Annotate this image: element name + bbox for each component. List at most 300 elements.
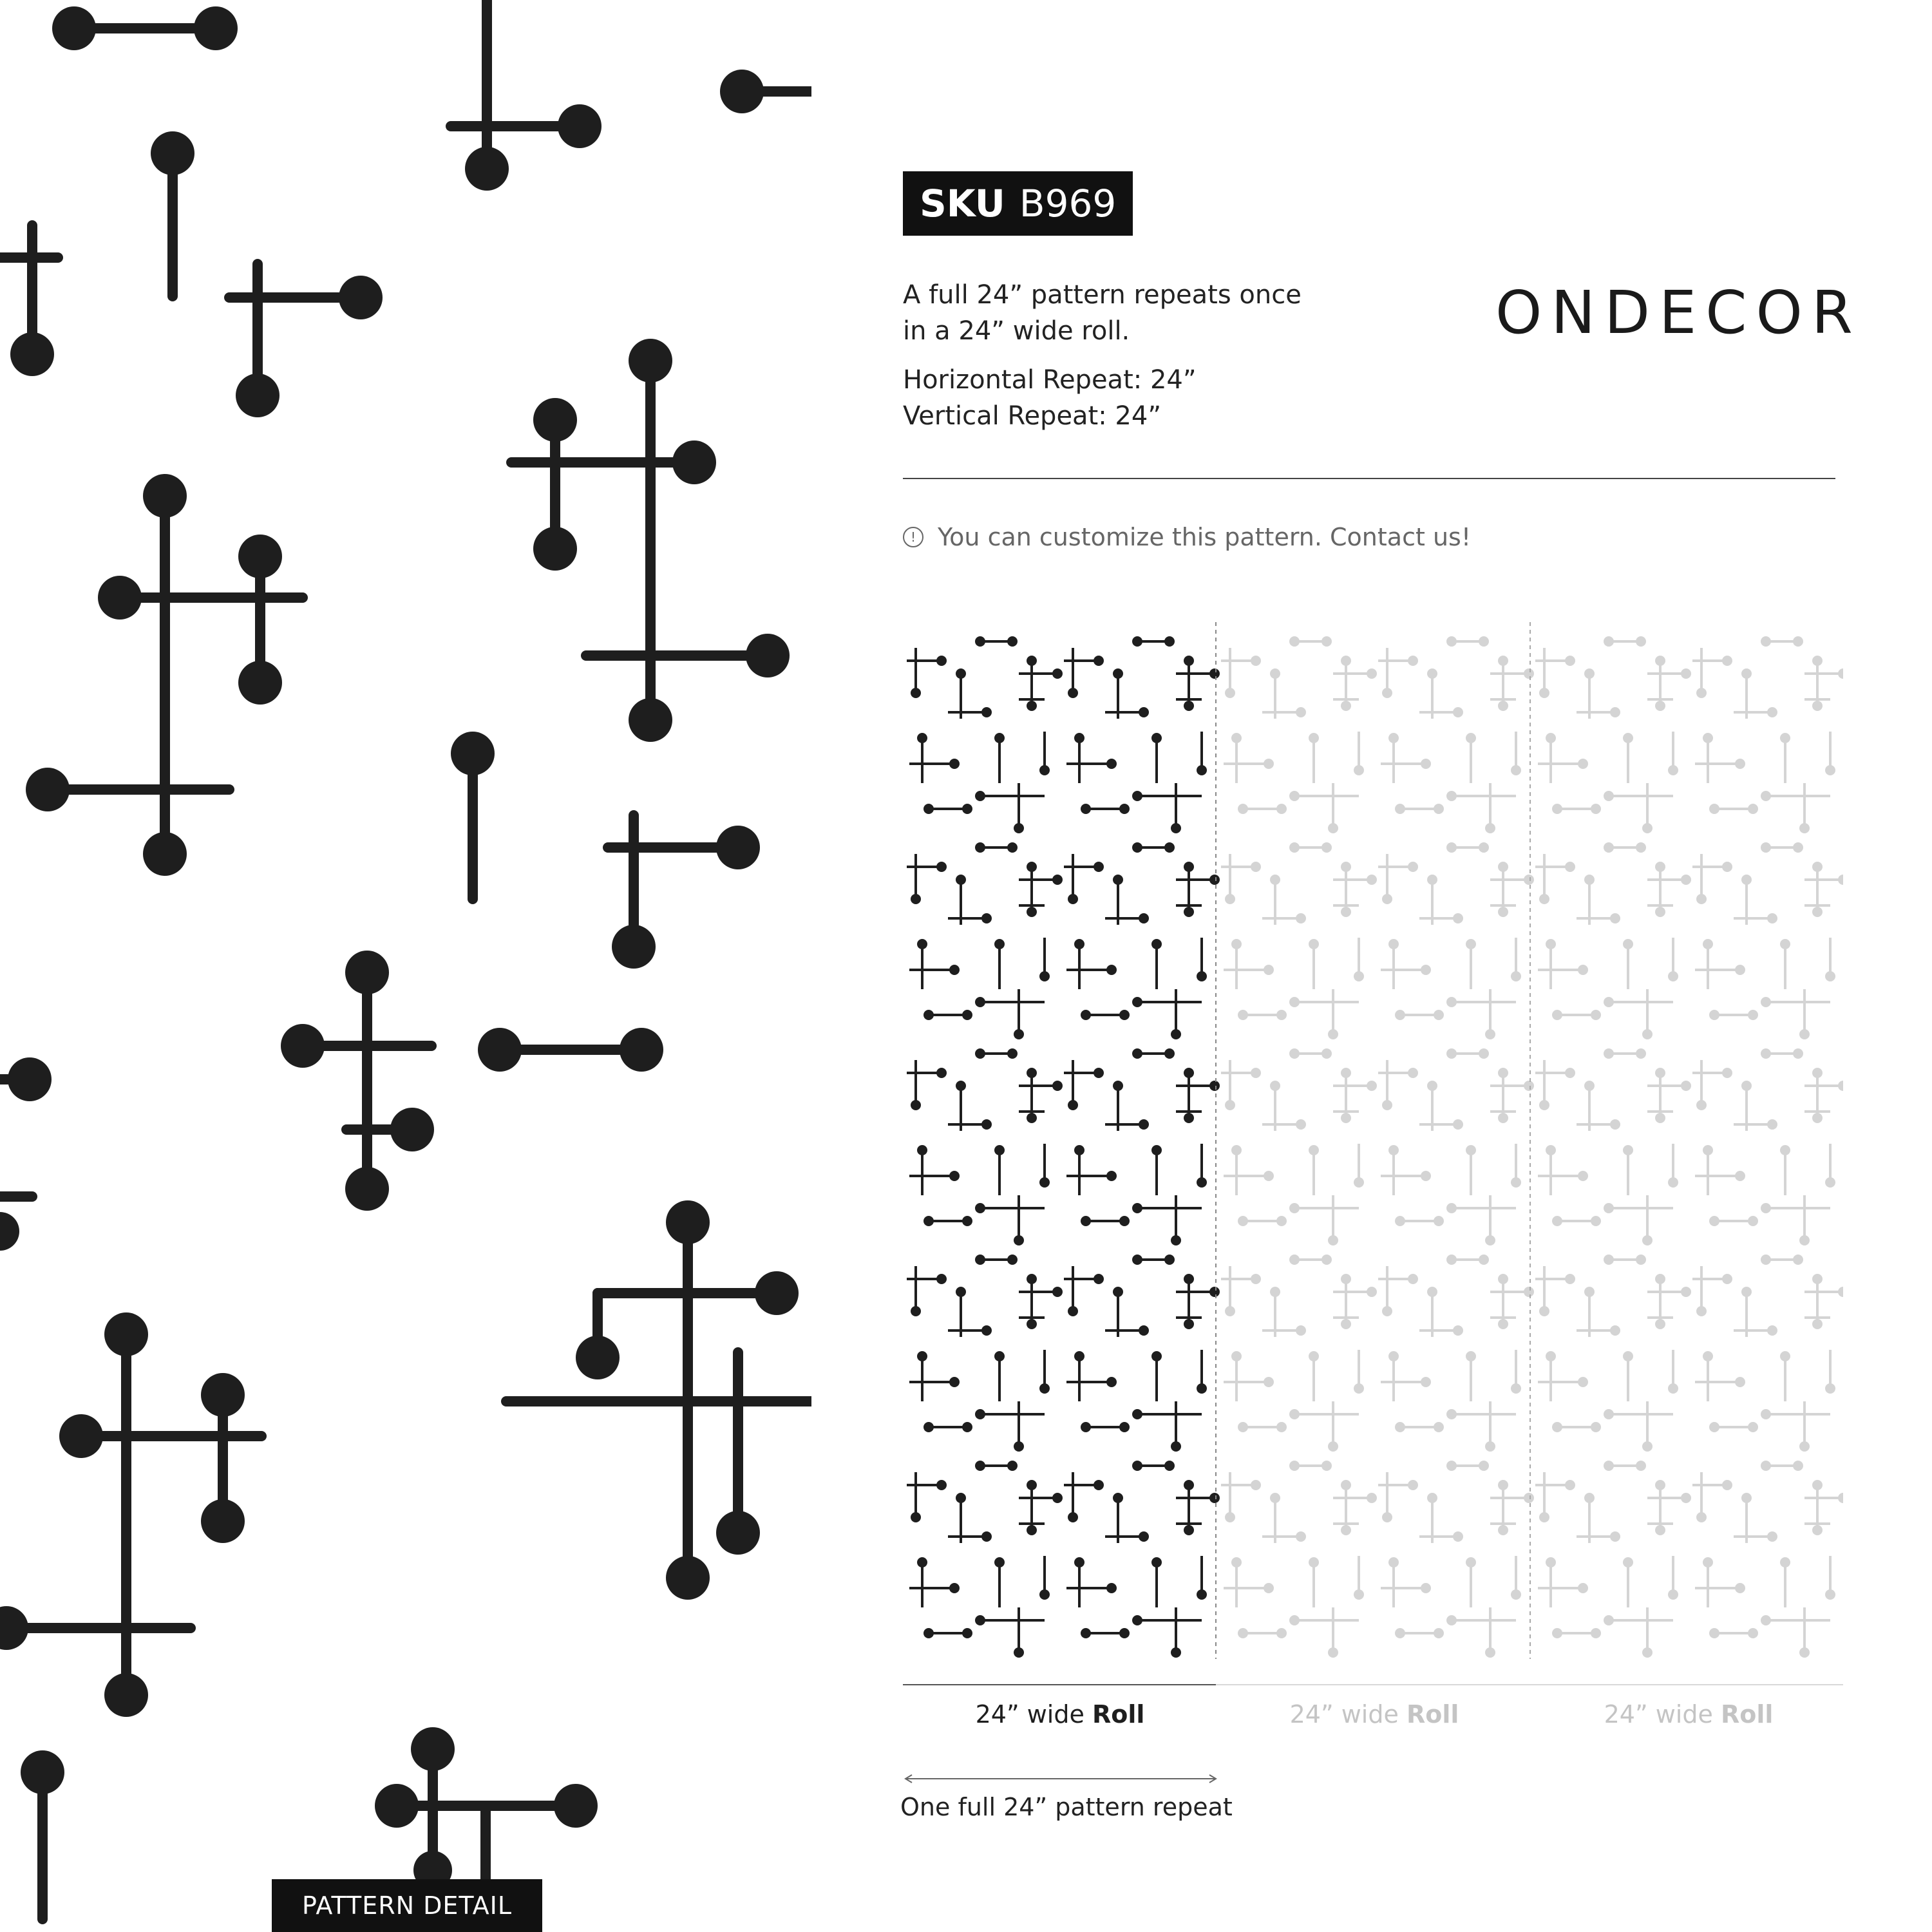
motif-dot [1184,656,1194,666]
motif-dot [1703,939,1713,949]
roll-label-3 [1531,1700,1846,1728]
motif-dot [1289,1461,1300,1471]
motif-dot [1446,1615,1457,1625]
motif-dot [917,1145,927,1155]
motif-dot [1289,1255,1300,1265]
motif-dot [1094,862,1104,872]
motif-dot [1388,733,1399,743]
motif-dot [1408,1480,1418,1490]
motif-dot [949,1377,960,1387]
motif-dot [1354,1589,1364,1600]
motif-dot [1498,862,1508,872]
motif-dot [1289,1409,1300,1419]
motif-dot [1113,1287,1123,1297]
motif-dot [1184,701,1194,711]
motif-dot [1388,939,1399,949]
motif-dot [1276,1628,1287,1638]
motif-dot [949,1583,960,1593]
motif-dot [1812,1480,1823,1490]
motif-dot [1341,656,1351,666]
motif-dot [911,894,921,904]
motif-dot [1511,1177,1521,1188]
motif-dot [1812,656,1823,666]
customize-note-text: You can customize this pattern. Contact us! [938,523,1472,551]
motif-dot [1119,1628,1130,1638]
motif-dot [1113,668,1123,679]
motif-dot [1761,1203,1771,1213]
customize-note[interactable] [903,523,1471,551]
motif-dot [1780,1351,1790,1361]
motif-dot [1498,1525,1508,1535]
motif-dot [1838,1287,1843,1297]
roll-label-1 [903,1700,1217,1728]
motif-dot [1421,965,1431,975]
motif-dot [1793,1461,1803,1471]
motif-dot [1074,733,1084,743]
motif-dot [962,1422,972,1432]
motif-dot [1681,875,1691,885]
motif-dot [1812,701,1823,711]
motif-dot [1238,1422,1248,1432]
motif-dot [1289,997,1300,1007]
motif-dot [936,862,947,872]
motif-dot [1610,913,1620,923]
motif-dot [981,1119,992,1130]
motif-dot [1408,1068,1418,1078]
motif-dot [1354,1383,1364,1394]
motif-dot [1231,1145,1242,1155]
motif-dot [1132,1255,1142,1265]
motif-dot [1264,759,1274,769]
motif-dot [1251,862,1261,872]
motif-dot [1524,668,1534,679]
motif-dot [1696,894,1707,904]
motif-dot [1696,688,1707,698]
motif-dot [1408,656,1418,666]
motif-dot [1231,1557,1242,1567]
repeat-description [903,277,1302,349]
motif-dot [1164,636,1175,647]
motif-dot [1591,804,1601,814]
motif-dot [1171,1647,1181,1658]
motif-dot [962,1010,972,1020]
motif-dot [1655,1068,1665,1078]
motif-dot [1446,791,1457,801]
motif-dot [962,804,972,814]
motif-dot [923,804,934,814]
motif-dot [1395,1216,1405,1226]
motif-dot [1655,862,1665,872]
motif-dot [975,842,985,853]
motif-dot [981,707,992,717]
motif-dot [975,636,985,647]
motif-dot [1485,823,1495,833]
motif-dot [1106,1583,1117,1593]
motif-dot [1321,842,1332,853]
motif-dot [1655,907,1665,917]
motif-dot [1119,804,1130,814]
motif-dot [1453,1119,1463,1130]
motif-dot [1270,1081,1280,1091]
motif-dot [1068,1100,1078,1110]
motif-dot [1132,1461,1142,1471]
motif-dot [1610,1531,1620,1542]
motif-dot [1578,759,1588,769]
motif-dot [1209,1493,1220,1503]
motif-dot [1668,1383,1678,1394]
motif-dot [1081,1628,1091,1638]
motif-dot [1591,1216,1601,1226]
motif-dot [1709,804,1719,814]
motif-dot [1074,1145,1084,1155]
motif-dot [1748,804,1758,814]
motif-dot [1184,1525,1194,1535]
motif-dot [975,1615,985,1625]
motif-dot [1113,1493,1123,1503]
motif-dot [1382,1100,1392,1110]
motif-dot [1748,1010,1758,1020]
motif-dot [1328,1647,1338,1658]
roll-2-bold: Roll [1406,1700,1459,1728]
motif-dot [1453,913,1463,923]
motif-dot [956,1081,966,1091]
motif-dot [1767,1531,1777,1542]
motif-dot [1382,1306,1392,1316]
motif-dot [1524,1081,1534,1091]
motif-dot [1309,1145,1319,1155]
motif-dot [1027,1525,1037,1535]
motif-dot [1289,1048,1300,1059]
motif-dot [1251,656,1261,666]
motif-dot [911,688,921,698]
motif-dot [1479,1461,1489,1471]
motif-dot [1761,1255,1771,1265]
pattern-detail-panel [0,0,811,1932]
motif-dot [1341,1319,1351,1329]
motif-dot [1799,1441,1810,1452]
roll-preview [903,622,1843,1691]
motif-dot [1251,1480,1261,1490]
motif-dot [1767,1325,1777,1336]
motif-dot [1735,965,1745,975]
motif-dot [956,1287,966,1297]
motif-dot [1498,656,1508,666]
motif-dot [1139,1531,1149,1542]
motif-dot [1139,1325,1149,1336]
motif-dot [1164,842,1175,853]
roll-2-text: 24” wide [1289,1700,1406,1728]
motif-dot [1498,907,1508,917]
motif-dot [1780,939,1790,949]
motif-dot [962,1216,972,1226]
motif-dot [1825,1383,1835,1394]
motif-dot [981,1325,992,1336]
motif-dot [1039,765,1050,775]
motif-dot [1812,1274,1823,1284]
roll-preview-motifs [907,636,1843,1658]
motif-dot [1668,765,1678,775]
motif-dot [1565,862,1575,872]
motif-dot [1552,1422,1562,1432]
motif-dot [1113,875,1123,885]
motif-dot [975,1048,985,1059]
motif-dot [1421,759,1431,769]
motif-dot [1655,656,1665,666]
motif-dot [1395,804,1405,814]
motif-dot [975,1203,985,1213]
motif-dot [911,1306,921,1316]
motif-dot [1068,688,1078,698]
info-icon: ! [903,527,923,547]
motif-dot [1565,1274,1575,1284]
motif-dot [1341,907,1351,917]
motif-dot [994,1351,1005,1361]
motif-dot [1382,688,1392,698]
motif-dot [1264,1171,1274,1181]
motif-dot [1367,1287,1377,1297]
motif-dot [1703,733,1713,743]
motif-dot [1027,1480,1037,1490]
motif-dot [1027,1274,1037,1284]
motif-dot [1321,636,1332,647]
motif-dot [1655,701,1665,711]
motif-dot [1296,1325,1306,1336]
motif-dot [1382,1512,1392,1522]
motif-dot [1328,1235,1338,1245]
motif-dot [1106,1377,1117,1387]
motif-dot [1014,823,1024,833]
motif-dot [1139,1119,1149,1130]
motif-dot [1132,791,1142,801]
motif-dot [1767,707,1777,717]
motif-dot [1767,1119,1777,1130]
motif-dot [1446,636,1457,647]
motif-dot [1610,707,1620,717]
motif-dot [994,733,1005,743]
motif-dot [1498,701,1508,711]
motif-dot [1007,636,1018,647]
motif-dot [1696,1100,1707,1110]
motif-dot [1164,1048,1175,1059]
motif-dot [1546,1351,1556,1361]
motif-dot [1197,1177,1207,1188]
motif-dot [1171,1029,1181,1039]
motif-dot [1039,1177,1050,1188]
motif-dot [1074,1351,1084,1361]
motif-dot [1466,1351,1476,1361]
motif-dot [1354,1177,1364,1188]
motif-dot [1251,1068,1261,1078]
motif-dot [1321,1255,1332,1265]
motif-dot [1552,804,1562,814]
motif-dot [962,1628,972,1638]
motif-dot [1655,1480,1665,1490]
motif-dot [1623,939,1633,949]
motif-dot [1164,1255,1175,1265]
motif-dot [1623,1145,1633,1155]
motif-dot [1511,1383,1521,1394]
motif-dot [1511,765,1521,775]
motif-dot [1591,1628,1601,1638]
motif-dot [1703,1145,1713,1155]
motif-dot [1027,656,1037,666]
motif-dot [936,1274,947,1284]
motif-dot [1434,1628,1444,1638]
motif-dot [1354,765,1364,775]
motif-dot [1039,971,1050,981]
motif-dot [1446,1048,1457,1059]
motif-dot [1642,1647,1653,1658]
motif-dot [1238,804,1248,814]
motif-dot [1793,636,1803,647]
motif-dot [1696,1306,1707,1316]
motif-dot [1793,1255,1803,1265]
motif-dot [1341,1068,1351,1078]
motif-dot [1276,1422,1287,1432]
motif-dot [1591,1422,1601,1432]
description-line-2: in a 24” wide roll. [903,316,1130,346]
motif-dot [949,965,960,975]
motif-dot [1421,1171,1431,1181]
pattern-detail-label: PATTERN DETAIL [272,1879,542,1932]
motif-dot [1427,1081,1437,1091]
motif-dot [1197,1589,1207,1600]
motif-dot [1546,733,1556,743]
motif-dot [1446,997,1457,1007]
motif-dot [975,1461,985,1471]
sku-code: B969 [1019,182,1117,225]
motif-dot [1741,1081,1752,1091]
motif-dot [1395,1010,1405,1020]
motif-dot [1341,701,1351,711]
repeat-dimension-label: One full 24” pattern repeat [900,1793,1233,1821]
motif-dot [1498,1319,1508,1329]
motif-dot [1604,842,1614,853]
motif-dot [1367,668,1377,679]
motif-dot [1604,791,1614,801]
motif-dot [1546,1557,1556,1567]
motif-dot [1498,1068,1508,1078]
motif-dot [1068,894,1078,904]
motif-dot [1197,765,1207,775]
motif-dot [1642,1441,1653,1452]
motif-dot [1511,971,1521,981]
motif-dot [1799,823,1810,833]
motif-dot [1838,1081,1843,1091]
vertical-repeat: Vertical Repeat: 24” [903,401,1162,431]
motif-dot [1485,1029,1495,1039]
motif-dot [1604,1409,1614,1419]
motif-dot [1270,668,1280,679]
motif-dot [1184,1068,1194,1078]
motif-dot [1825,971,1835,981]
motif-dot [1524,1287,1534,1297]
motif-dot [1225,1100,1235,1110]
motif-dot [1106,759,1117,769]
motif-dot [1636,636,1646,647]
motif-dot [1151,1145,1162,1155]
motif-dot [981,913,992,923]
motif-dot [1498,1274,1508,1284]
motif-dot [1466,939,1476,949]
motif-dot [923,1628,934,1638]
motif-dot [975,1409,985,1419]
motif-dot [1395,1628,1405,1638]
motif-dot [1485,1441,1495,1452]
motif-dot [1151,1557,1162,1567]
motif-dot [1825,1589,1835,1600]
motif-dot [1238,1216,1248,1226]
motif-dot [1668,971,1678,981]
brand-logo: ONDECOR [1495,278,1862,347]
motif-dot [1081,1216,1091,1226]
motif-dot [1007,1461,1018,1471]
motif-dot [1479,842,1489,853]
motif-dot [1761,1048,1771,1059]
motif-dot [1132,1203,1142,1213]
motif-dot [1604,1048,1614,1059]
motif-dot [1812,862,1823,872]
pattern-motifs [0,0,811,1919]
motif-dot [1209,668,1220,679]
motif-dot [1209,1081,1220,1091]
motif-dot [1014,1441,1024,1452]
motif-dot [1434,1216,1444,1226]
motif-dot [1270,875,1280,885]
motif-dot [1552,1216,1562,1226]
motif-dot [1027,1319,1037,1329]
motif-dot [1799,1235,1810,1245]
motif-dot [1578,1171,1588,1181]
motif-dot [1825,1177,1835,1188]
motif-dot [1485,1235,1495,1245]
motif-dot [1052,668,1063,679]
motif-dot [1132,636,1142,647]
motif-dot [1655,1319,1665,1329]
motif-dot [1761,791,1771,801]
motif-dot [1341,1274,1351,1284]
motif-dot [1289,1615,1300,1625]
motif-dot [1289,842,1300,853]
motif-dot [1466,733,1476,743]
motif-dot [1453,1325,1463,1336]
motif-dot [1761,842,1771,853]
motif-dot [1735,759,1745,769]
motif-dot [1052,875,1063,885]
motif-dot [1681,1287,1691,1297]
motif-dot [1151,733,1162,743]
motif-dot [1427,875,1437,885]
motif-dot [1074,939,1084,949]
motif-dot [1681,668,1691,679]
motif-dot [1119,1010,1130,1020]
motif-dot [1296,1119,1306,1130]
motif-dot [1171,1235,1181,1245]
motif-dot [1296,1531,1306,1542]
motif-dot [1722,1480,1732,1490]
motif-dot [1197,1383,1207,1394]
motif-dot [1453,1531,1463,1542]
motif-dot [1799,1647,1810,1658]
motif-dot [1367,1493,1377,1503]
motif-dot [1793,1048,1803,1059]
motif-dot [1081,1010,1091,1020]
roll-label-2 [1217,1700,1531,1728]
motif-dot [1119,1216,1130,1226]
motif-dot [994,939,1005,949]
motif-dot [1565,656,1575,666]
motif-dot [1709,1628,1719,1638]
